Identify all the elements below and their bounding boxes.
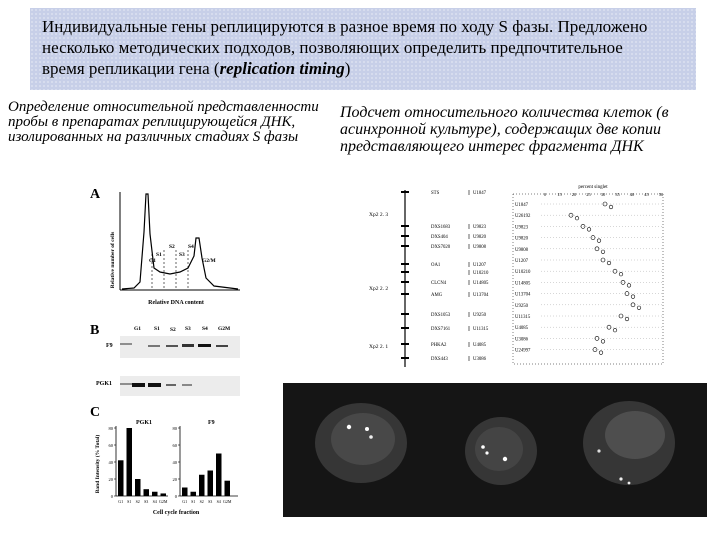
scatter-row-label: U10210 (515, 270, 531, 276)
scatter-row-label: U9820 (515, 236, 529, 242)
fish-signal (619, 477, 622, 480)
x-tick-label: S1 (191, 499, 196, 504)
replication-map (365, 182, 670, 367)
fish-signal (628, 482, 631, 485)
x-tick-label: S1 (127, 499, 132, 504)
title-line-3-prefix: время репликации гена ( (42, 59, 220, 78)
singlet-point (597, 239, 601, 243)
fish-signal (369, 435, 373, 439)
col-s3: S3 (185, 326, 191, 332)
chart-f9-title: F9 (208, 420, 215, 426)
bar-f9-s1 (191, 492, 197, 496)
locus-name: DXS1683 (431, 225, 451, 230)
locus-probe: U14805 (473, 281, 489, 286)
col-s1: S1 (154, 326, 160, 332)
panel-c-xlabel: Cell cycle fraction (152, 510, 200, 516)
row-f9: F9 (106, 343, 113, 349)
singlet-point (601, 340, 605, 344)
y-tick-label: 80 (108, 426, 113, 431)
locus-probe: U3086 (473, 357, 487, 362)
x-tick-label: G2M (222, 499, 232, 504)
y-tick-label: 80 (172, 426, 177, 431)
locus-name: OA1 (431, 263, 441, 268)
fish-signal (597, 449, 600, 452)
scatter-row-label: U4085 (515, 326, 529, 332)
phase-label-g2m: G2/M (202, 258, 216, 264)
x-tick-label: S4 (216, 499, 221, 504)
singlet-point (619, 272, 623, 276)
band-xp221: Xp2 2. 1 (369, 344, 389, 350)
panel-c-ylabel: Band Intensity (% Total) (95, 434, 101, 494)
y-tick-label: 0 (110, 494, 113, 499)
histogram-curve (122, 194, 238, 289)
locus-probe: U1847 (473, 191, 487, 196)
locus-name: DXS404 (431, 235, 448, 240)
y-tick-label: 40 (172, 460, 177, 465)
bar-f9-s4 (216, 454, 222, 497)
locus-name: AMG (431, 293, 443, 298)
scale-tick: 0 (543, 192, 547, 197)
panel-a-letter: A (90, 187, 101, 202)
locus-probe: U13704 (473, 293, 489, 298)
scatter-row-label: U9823 (515, 225, 529, 231)
singlet-point (601, 250, 605, 254)
singlet-point (613, 328, 617, 332)
singlet-point (575, 216, 579, 220)
singlet-point (631, 295, 635, 299)
locus-name: STS (431, 191, 440, 196)
title-line-3-suffix: ) (344, 59, 351, 78)
scatter-row-label: U13704 (515, 292, 531, 298)
fish-signal (347, 425, 351, 429)
nucleus-1 (315, 403, 407, 483)
singlet-point (607, 261, 611, 265)
scatter-row-label: U11315 (515, 315, 531, 320)
title-line-2: несколько методических подходов, позволяющих определить предпочтительное (42, 38, 623, 57)
locus-probe: U11315 (473, 327, 489, 332)
locus-name: DXS7020 (431, 245, 451, 250)
y-tick-label: 0 (174, 494, 177, 499)
col-g2m: G2M (218, 326, 231, 332)
nucleus-3 (583, 401, 675, 485)
title-line-1: Индивидуальные гены реплицируются в разное время по ходу S фазы. Предложено (42, 17, 648, 36)
bar-f9-g1 (182, 488, 188, 497)
panel-c-letter: C (90, 405, 101, 420)
phase-label-s1: S1 (156, 252, 162, 258)
phase-label-s2: S2 (169, 244, 175, 250)
locus-name: PHKA2 (431, 343, 447, 348)
band-pgk1 (166, 384, 176, 386)
bar-f9-s3 (208, 471, 214, 497)
singlet-point (625, 317, 629, 321)
scale-tick: 40 (629, 192, 635, 197)
y-tick-label: 60 (172, 443, 177, 448)
x-tick-label: G2M (158, 499, 168, 504)
scale-tick: 20 (571, 192, 577, 197)
y-tick-label: 60 (108, 443, 113, 448)
x-tick-label: S3 (144, 499, 149, 504)
scatter-row-label: U1207 (515, 259, 529, 264)
scatter-row-label: U9250 (515, 303, 529, 309)
scale-tick: 15 (557, 192, 562, 197)
locus-probe: U10210 (473, 271, 489, 276)
scatter-row-label: U24997 (515, 348, 531, 354)
panel-a-ylabel: Relative number of cells (110, 231, 116, 289)
title-line-3 (42, 58, 686, 79)
band-pgk1 (132, 383, 145, 387)
scatter-row-label: U9808 (515, 247, 529, 253)
fish-signal (485, 451, 488, 454)
scatter-row-label: U14805 (515, 281, 531, 287)
locus-probe: U4085 (473, 343, 487, 348)
locus-name: CLCN4 (431, 281, 447, 286)
title-term: replication timing (219, 59, 345, 78)
map-header: percent singlet (578, 185, 608, 190)
row-pgk1: PGK1 (96, 381, 112, 387)
band-xp222: Xp2 2. 2 (369, 286, 389, 292)
singlet-point (609, 205, 613, 209)
band-pgk1 (148, 383, 161, 387)
panel-b-blots (90, 318, 250, 400)
fish-signal (503, 457, 507, 461)
x-tick-label: S2 (199, 499, 204, 504)
locus-name: DXS7161 (431, 327, 451, 332)
y-tick-label: 20 (108, 477, 113, 482)
locus-name: DXS443 (431, 357, 448, 362)
scale-tick: 25 (586, 192, 591, 197)
col-s2: S2 (170, 327, 176, 333)
singlet-point (637, 306, 641, 310)
fish-signal (481, 445, 485, 449)
phase-label-s3: S3 (179, 252, 185, 258)
locus-probe: U9808 (473, 245, 487, 250)
bar-pgk1-s1 (127, 428, 133, 496)
chart-pgk1-title: PGK1 (136, 420, 152, 426)
scale-tick: 50 (658, 192, 664, 197)
band-f9 (148, 345, 160, 347)
locus-probe: U9820 (473, 235, 487, 240)
x-tick-label: G1 (118, 499, 124, 504)
col-g1: G1 (134, 326, 142, 332)
band-f9 (216, 345, 228, 347)
bar-pgk1-s3 (144, 489, 150, 496)
panel-a-histogram (90, 182, 250, 310)
singlet-point (599, 351, 603, 355)
panel-c-barcharts (90, 402, 250, 520)
locus-probe: U1207 (473, 263, 487, 268)
x-tick-label: S2 (135, 499, 140, 504)
singlet-point (627, 284, 631, 288)
locus-name: DXS1053 (431, 313, 451, 318)
nucleus-2 (465, 417, 537, 485)
band-f9 (166, 345, 178, 347)
x-tick-label: S3 (208, 499, 213, 504)
scatter-row-label: U3086 (515, 337, 529, 343)
fish-microscopy-image (283, 383, 707, 517)
scale-tick: 35 (615, 192, 620, 197)
singlet-point (587, 228, 591, 232)
band-xp223: Xp2 2. 3 (369, 212, 389, 218)
left-caption: Определение относительной представленности пробы в препаратах реплицирующейся ДНК, изолированных на различных стадиях S фазы (8, 99, 319, 145)
bar-pgk1-g2m (161, 493, 167, 496)
panel-a-xlabel: Relative DNA content (148, 300, 204, 306)
scale-tick: 45 (644, 192, 649, 197)
band-f9 (182, 344, 194, 347)
right-caption: Подсчет относительного количества клеток (в асинхронной культуре), содержащих две копии представляющего интерес фрагмента ДНК (340, 104, 669, 155)
x-tick-label: G1 (182, 499, 188, 504)
fish-signal (365, 427, 369, 431)
title-box (30, 8, 696, 90)
panel-b-letter: B (90, 323, 100, 338)
band-pgk1 (182, 384, 192, 386)
phase-label-s4: S4 (188, 244, 194, 250)
bar-pgk1-s4 (152, 492, 158, 496)
col-s4: S4 (202, 326, 208, 332)
band-f9 (198, 344, 211, 347)
phase-label-g1: G1 (149, 258, 157, 264)
bar-pgk1-g1 (118, 460, 124, 496)
y-tick-label: 40 (108, 460, 113, 465)
x-tick-label: S4 (152, 499, 157, 504)
scale-tick: 30 (600, 192, 606, 197)
bar-f9-g2m (225, 481, 231, 496)
y-tick-label: 20 (172, 477, 177, 482)
locus-probe: U9250 (473, 313, 487, 318)
bar-f9-s2 (199, 475, 205, 496)
bar-pgk1-s2 (135, 479, 141, 496)
scatter-row-label: U26192 (515, 214, 531, 220)
scatter-row-label: U1847 (515, 203, 529, 208)
locus-probe: U9823 (473, 225, 487, 230)
